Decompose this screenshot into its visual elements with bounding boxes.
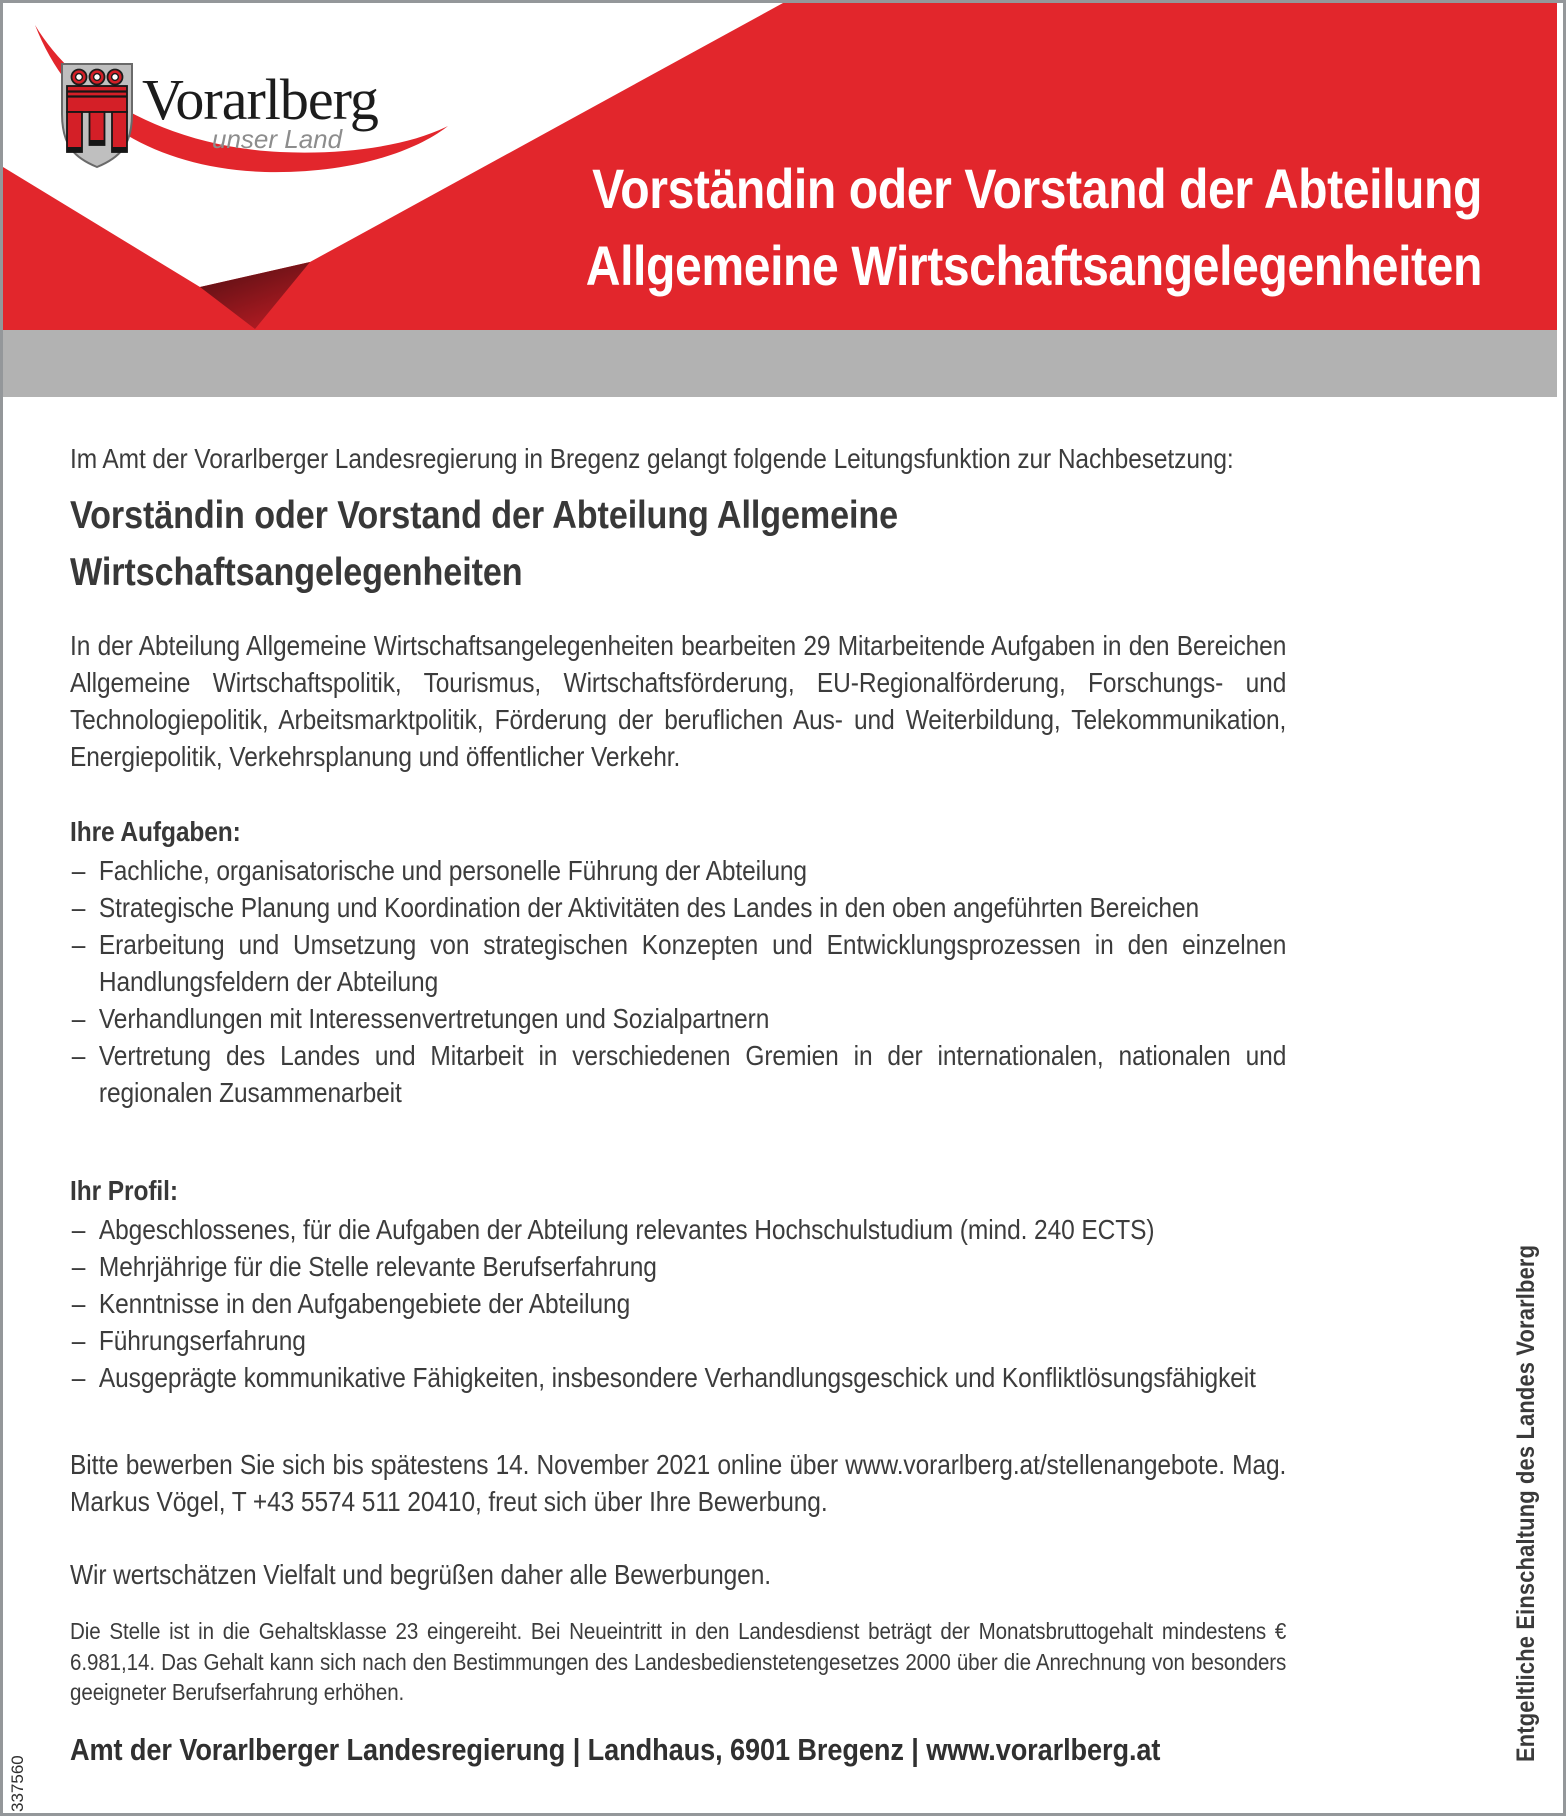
aufgaben-list — [70, 852, 1286, 1111]
brand-wordmark: Vorarlberg — [142, 67, 378, 132]
brand-tagline: unser Land — [212, 124, 343, 154]
banner-title-line-1: Vorständin oder Vorstand der Abteilung — [592, 157, 1482, 220]
aufgaben-heading: Ihre Aufgaben: — [70, 816, 241, 847]
list-item: – Abgeschlossenes, für die Aufgaben der Abteilung relevantes Hochschulstudium (mind. 240 ECTS) — [70, 1211, 1286, 1248]
list-item: – Mehrjährige für die Stelle relevante Berufserfahrung — [70, 1248, 1286, 1285]
list-item: – Ausgeprägte kommunikative Fähigkeiten, insbesondere Verhandlungsgeschick und Konfliktlösungsfähigkeit — [70, 1359, 1286, 1396]
banner-title-line-2: Allgemeine Wirtschaftsangelegenheiten — [585, 234, 1482, 297]
footer-address-line: Amt der Vorarlberger Landesregierung | Landhaus, 6901 Bregenz | www.vorarlberg.at — [70, 1732, 1161, 1767]
list-item: – Verhandlungen mit Interessenvertretungen und Sozialpartnern — [70, 1000, 1286, 1037]
ad-reference-number-vertical: 337560 — [8, 1755, 27, 1812]
job-title-heading-line-1: Vorständin oder Vorstand der Abteilung Allgemeine — [70, 494, 899, 537]
list-item: – Erarbeitung und Umsetzung von strategischen Konzepten und Entwicklungsprozessen in den einzelnen Handlungsfeldern der Abteilung — [70, 926, 1286, 1000]
list-item: – Fachliche, organisatorische und personelle Führung der Abteilung — [70, 852, 1286, 889]
paid-insertion-note-vertical: Entgeltliche Einschaltung des Landes Vorarlberg — [1512, 1244, 1540, 1762]
department-description: In der Abteilung Allgemeine Wirtschaftsangelegenheiten bearbeiten 29 Mitarbeitende Aufgaben in den Bereichen Allgemeine Wirtschaftspolitik, Tourismus, Wirtschaftsförderung, EU-Regionalförderung, Forschungs- und Technologiepolitik, Arbeitsmarktpolitik, Förderung der beruflichen Aus- und Weiterbildung, Telekommunikation, Energiepolitik, Verkehrsplanung und öffentlicher Verkehr. — [70, 630, 1287, 772]
intro-line: Im Amt der Vorarlberger Landesregierung in Bregenz gelangt folgende Leitungsfunktion zur Nachbesetzung: — [70, 443, 1234, 474]
application-instructions: Bitte bewerben Sie sich bis spätestens 14. November 2021 online über www.vorarlberg.at/stellenangebote. Mag. Markus Vögel, T +43 5574 511 20410, freut sich über Ihre Bewerbung. — [70, 1449, 1287, 1517]
body-content — [70, 0, 1286, 1816]
profil-heading: Ihr Profil: — [70, 1175, 178, 1206]
list-item: – Kenntnisse in den Aufgabengebiete der Abteilung — [70, 1285, 1286, 1322]
job-title-heading — [70, 487, 1286, 601]
job-title-heading-line-2: Wirtschaftsangelegenheiten — [70, 551, 523, 594]
list-item: – Führungserfahrung — [70, 1322, 1286, 1359]
diversity-statement: Wir wertschätzen Vielfalt und begrüßen daher alle Bewerbungen. — [70, 1559, 771, 1590]
list-item: – Vertretung des Landes und Mitarbeit in verschiedenen Gremien in der internationalen, nationalen und regionalen Zusammenarbeit — [70, 1037, 1286, 1111]
salary-legal-note: Die Stelle ist in die Gehaltsklasse 23 eingereiht. Bei Neueintritt in den Landesdienst beträgt der Monatsbruttogehalt mindestens € 6.981,14. Das Gehalt kann sich nach den Bestimmungen des Landesbedienstetengesetzes 2000 über die Anrechnung von besonders geeigneter Berufserfahrung erhöhen. — [70, 1618, 1287, 1705]
profil-list — [70, 1211, 1286, 1396]
list-item: – Strategische Planung und Koordination der Aktivitäten des Landes in den oben angeführten Bereichen — [70, 889, 1286, 926]
